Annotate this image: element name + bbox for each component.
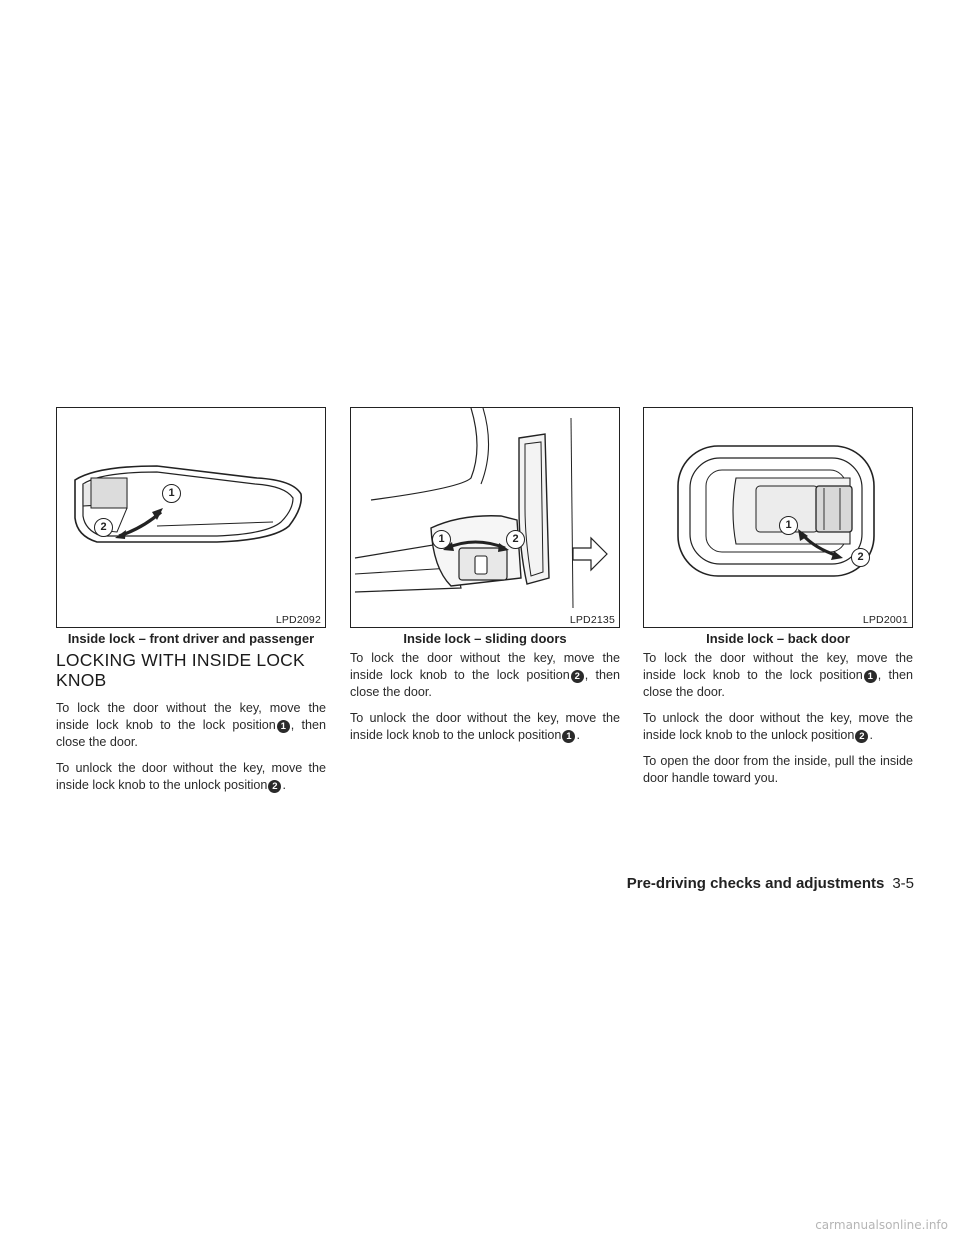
figure-caption: Inside lock – front driver and passenger — [67, 631, 315, 646]
paragraph-unlock: To unlock the door without the key, move the inside lock knob to the unlock position 2 . — [56, 761, 326, 792]
callout-2: 2 — [506, 530, 525, 549]
page-number: 3-5 — [892, 875, 914, 892]
column-back-door — [643, 650, 913, 796]
paragraph-lock: To lock the door without the key, move the inside lock knob to the lock position 1 , then close the door. — [643, 651, 913, 699]
callout-1: 1 — [864, 670, 877, 683]
page-footer — [627, 875, 914, 892]
section-heading: LOCKING WITH INSIDE LOCK KNOB — [56, 650, 305, 690]
figure-front-door-lock — [56, 407, 326, 628]
front-door-lock-illustration — [57, 408, 325, 627]
paragraph-lock: To lock the door without the key, move the inside lock knob to the lock position 1 , then close the door. — [56, 701, 326, 749]
callout-2: 2 — [855, 730, 868, 743]
figure-caption: Inside lock – sliding doors — [403, 631, 567, 646]
watermark: carmanualsonline.info — [815, 1218, 948, 1232]
callout-2: 2 — [94, 518, 113, 537]
figure-code: LPD2001 — [862, 614, 908, 626]
column-front-doors — [56, 650, 326, 803]
callout-2: 2 — [571, 670, 584, 683]
callout-2: 2 — [268, 780, 281, 793]
paragraph-open: To open the door from the inside, pull the inside door handle toward you. — [643, 754, 913, 785]
paragraph-unlock: To unlock the door without the key, move the inside lock knob to the unlock position 2 . — [643, 711, 913, 742]
callout-1: 1 — [562, 730, 575, 743]
figure-caption: Inside lock – back door — [706, 631, 850, 646]
callout-1: 1 — [432, 530, 451, 549]
callout-2: 2 — [851, 548, 870, 567]
footer-section-title: Pre-driving checks and adjustments — [626, 875, 885, 892]
callout-1: 1 — [277, 720, 290, 733]
figure-code: LPD2135 — [569, 614, 615, 626]
figure-back-door-lock — [643, 407, 913, 628]
paragraph-lock: To lock the door without the key, move the inside lock knob to the lock position 2 , then close the door. — [350, 651, 620, 699]
callout-1: 1 — [162, 484, 181, 503]
paragraph-unlock: To unlock the door without the key, move the inside lock knob to the unlock position 1 . — [350, 711, 620, 742]
sliding-door-lock-illustration — [351, 408, 619, 627]
column-sliding-doors — [350, 650, 620, 753]
back-door-lock-illustration — [644, 408, 912, 627]
figure-code: LPD2092 — [275, 614, 321, 626]
figure-sliding-door-lock — [350, 407, 620, 628]
callout-1: 1 — [779, 516, 798, 535]
